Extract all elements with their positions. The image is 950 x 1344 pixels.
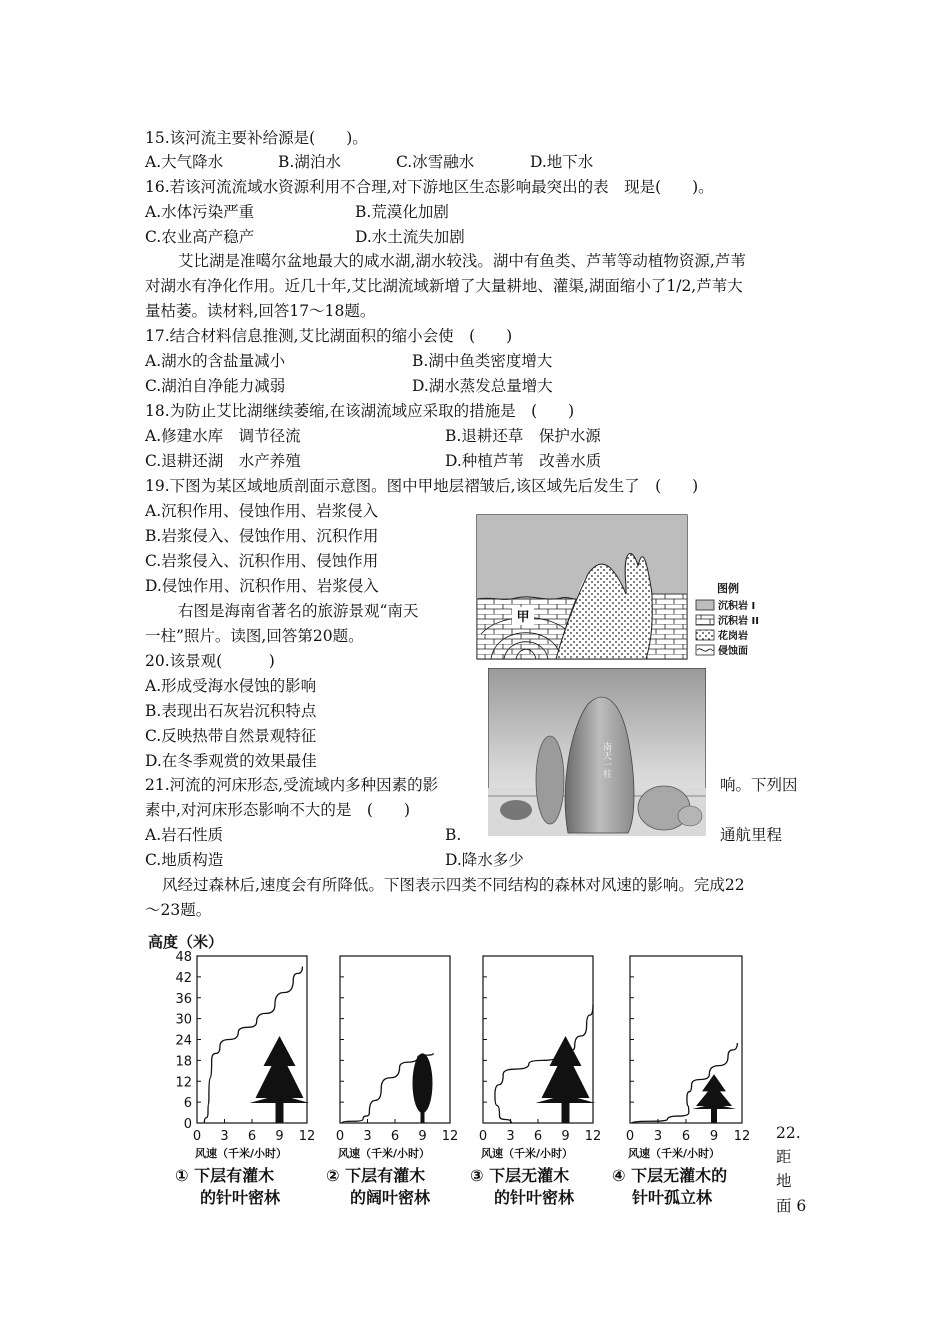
label-jia: 甲	[516, 610, 530, 625]
passage1-line1: 艾比湖是准噶尔盆地最大的咸水湖,湖水较浅。湖中有鱼类、芦苇等动植物资源,芦苇	[178, 252, 746, 270]
y-tick-label: 42	[175, 970, 192, 986]
chart-1-x-tick-label: 0	[192, 1129, 202, 1144]
legend-swatch-granite	[696, 630, 714, 640]
passage2-line2: 一柱”照片。读图,回答第20题。	[145, 627, 364, 645]
q17-option-c: C.湖泊自净能力减弱	[145, 377, 286, 395]
chart-4-x-tick-label: 9	[709, 1129, 719, 1144]
caption-1-line1: ① 下层有灌木	[175, 1166, 275, 1185]
q16-option-a: A.水体污染严重	[145, 203, 255, 221]
q18-option-a: A.修建水库 调节径流	[145, 427, 301, 445]
q19-stem: 19.下图为某区域地质剖面示意图。图中甲地层褶皱后,该区域先后发生了 ( )	[145, 477, 699, 495]
q18-stem: 18.为防止艾比湖继续萎缩,在该湖流域应采取的措施是 ( )	[145, 402, 575, 420]
chart-2-frame	[340, 956, 450, 1123]
tree-trunk	[276, 1101, 284, 1123]
q19-option-c: C.岩浆侵入、沉积作用、侵蚀作用	[145, 552, 379, 570]
chart-3-x-tick-label: 3	[506, 1129, 515, 1144]
q15-option-d: D.地下水	[530, 153, 594, 171]
chart-2-x-tick-label: 6	[390, 1129, 400, 1144]
q15-option-c: C.冰雪融水	[396, 153, 475, 171]
y-tick-label: 36	[175, 991, 192, 1007]
chart-1-x-tick-label: 12	[298, 1129, 316, 1144]
legend-title: 图例	[717, 582, 739, 595]
q16-option-c: C.农业高产稳产	[145, 228, 255, 246]
chart-1-x-tick-label: 6	[247, 1129, 257, 1144]
chart-3-x-tick-label: 12	[584, 1129, 602, 1144]
q22-fragment-1: 22.	[776, 1124, 801, 1142]
caption-4-line1: ④ 下层无灌木的	[612, 1166, 728, 1185]
y-tick-label: 48	[175, 950, 192, 965]
q15-option-a: A.大气降水	[145, 153, 224, 171]
chart-4-x-tick-label: 12	[733, 1129, 751, 1144]
q18-option-b: B.退耕还草 保护水源	[445, 427, 601, 445]
q17-option-d: D.湖水蒸发总量增大	[412, 377, 553, 395]
q17-stem: 17.结合材料信息推测,艾比湖面积的缩小会使 ( )	[145, 327, 513, 345]
legend-label-sediment-2: 沉积岩 II	[718, 616, 759, 627]
chart-1-x-tick-label: 3	[220, 1129, 229, 1144]
q21-option-b-text: 通航里程	[720, 826, 783, 844]
passage1-line2: 对湖水有净化作用。近几十年,艾比湖流域新增了大量耕地、灌渠,湖面缩小了1/2,芦苇大	[145, 277, 743, 295]
passage3-line2: ～23题。	[145, 901, 212, 919]
tree-trunk	[711, 1107, 717, 1123]
q17-option-a: A.湖水的含盐量减小	[145, 352, 286, 370]
chart-4-x-tick-label: 6	[681, 1129, 691, 1144]
legend-label-sediment-1: 沉积岩 I	[718, 601, 756, 612]
legend-label-granite: 花岗岩	[718, 631, 748, 642]
chart-4-x-title: 风速（千米/小时）	[628, 1147, 721, 1160]
photo-inscription: 南天一柱	[601, 742, 611, 778]
q19-option-d: D.侵蚀作用、沉积作用、岩浆侵入	[145, 577, 379, 595]
photo-nantianyizhu	[488, 668, 706, 836]
tree-trunk	[421, 1107, 425, 1123]
q22-fragment-2: 距	[776, 1148, 792, 1166]
chart-2-x-tick-label: 0	[335, 1129, 345, 1144]
q20-option-c: C.反映热带自然景观特征	[145, 727, 317, 745]
chart-4-wind-curve	[632, 1043, 737, 1123]
q18-option-d: D.种植芦苇 改善水质	[445, 452, 602, 470]
caption-3-line2: 的针叶密林	[494, 1188, 575, 1207]
chart-2-x-tick-label: 12	[441, 1129, 459, 1144]
q20-option-b: B.表现出石灰岩沉积特点	[145, 702, 317, 720]
q21-stem-line2: 素中,对河床形态影响不大的是 ( )	[145, 801, 411, 819]
caption-3-line1: ③ 下层无灌木	[470, 1166, 570, 1185]
chart-2-x-title: 风速（千米/小时）	[338, 1147, 431, 1160]
chart-3-x-title: 风速（千米/小时）	[481, 1147, 574, 1160]
y-tick-label: 0	[183, 1117, 192, 1132]
chart-3-x-tick-label: 9	[561, 1129, 570, 1144]
q19-option-b: B.岩浆侵入、侵蚀作用、沉积作用	[145, 527, 379, 545]
q16-option-b: B.荒漠化加剧	[355, 203, 449, 221]
y-tick-label: 24	[175, 1033, 192, 1049]
q17-option-b: B.湖中鱼类密度增大	[412, 352, 553, 370]
q21-stem-left: 21.河流的河床形态,受流域内多种因素的影	[145, 776, 439, 794]
q19-option-a: A.沉积作用、侵蚀作用、岩浆侵入	[145, 502, 379, 520]
geology-figure	[476, 514, 816, 664]
caption-1-line2: 的针叶密林	[200, 1188, 281, 1207]
passage2-line1: 右图是海南省著名的旅游景观“南天	[178, 602, 419, 620]
q15-stem: 15.该河流主要补给源是( )。	[145, 129, 368, 147]
caption-2-line1: ② 下层有灌木	[326, 1166, 426, 1185]
y-tick-label: 30	[175, 1012, 192, 1028]
legend-swatch-sediment-1	[696, 600, 714, 610]
chart-4-x-tick-label: 3	[653, 1129, 663, 1144]
q18-option-c: C.退耕还湖 水产养殖	[145, 452, 301, 470]
q21-option-b-prefix: B.	[445, 826, 462, 844]
q21-option-a: A.岩石性质	[145, 826, 224, 844]
q21-option-d: D.降水多少	[445, 851, 524, 869]
conifer-tree-icon	[536, 1036, 596, 1103]
y-tick-label: 12	[175, 1075, 192, 1091]
q16-option-d: D.水土流失加剧	[355, 228, 465, 246]
caption-4-line2: 针叶孤立林	[632, 1188, 713, 1207]
chart-3-x-tick-label: 0	[478, 1129, 488, 1144]
q22-fragment-3: 地	[776, 1172, 792, 1190]
q20-stem: 20.该景观( )	[145, 652, 275, 670]
legend-label-erosion: 侵蚀面	[718, 646, 748, 657]
y-tick-label: 6	[183, 1096, 192, 1112]
q20-option-a: A.形成受海水侵蚀的影响	[145, 677, 317, 695]
broadleaf-tree-icon	[413, 1053, 433, 1113]
q22-fragment-4: 面 6	[776, 1197, 807, 1215]
q21-stem-right: 响。下列因	[720, 776, 798, 794]
tree-trunk	[562, 1101, 570, 1123]
chart-4-x-tick-label: 0	[625, 1129, 635, 1144]
chart-1-x-tick-label: 9	[275, 1129, 284, 1144]
caption-2-line2: 的阔叶密林	[350, 1188, 431, 1207]
q21-option-c: C.地质构造	[145, 851, 224, 869]
q15-option-b: B.湖泊水	[278, 153, 341, 171]
q20-option-d: D.在冬季观赏的效果最佳	[145, 752, 317, 770]
chart-y-title: 高度（米）	[148, 933, 224, 951]
chart-2-x-tick-label: 9	[418, 1129, 427, 1144]
chart-2-x-tick-label: 3	[363, 1129, 372, 1144]
conifer-tree-icon	[250, 1036, 310, 1103]
passage3-line1: 风经过森林后,速度会有所降低。下图表示四类不同结构的森林对风速的影响。完成22	[162, 876, 745, 894]
passage1-line3: 量枯萎。读材料,回答17～18题。	[145, 302, 376, 320]
legend-swatch-sediment-2	[696, 615, 714, 625]
chart-1-x-title: 风速（千米/小时）	[195, 1147, 288, 1160]
chart-3-x-tick-label: 6	[533, 1129, 543, 1144]
q16-stem: 16.若该河流流域水资源利用不合理,对下游地区生态影响最突出的表 现是( )。	[145, 178, 714, 196]
y-tick-label: 18	[175, 1054, 192, 1070]
